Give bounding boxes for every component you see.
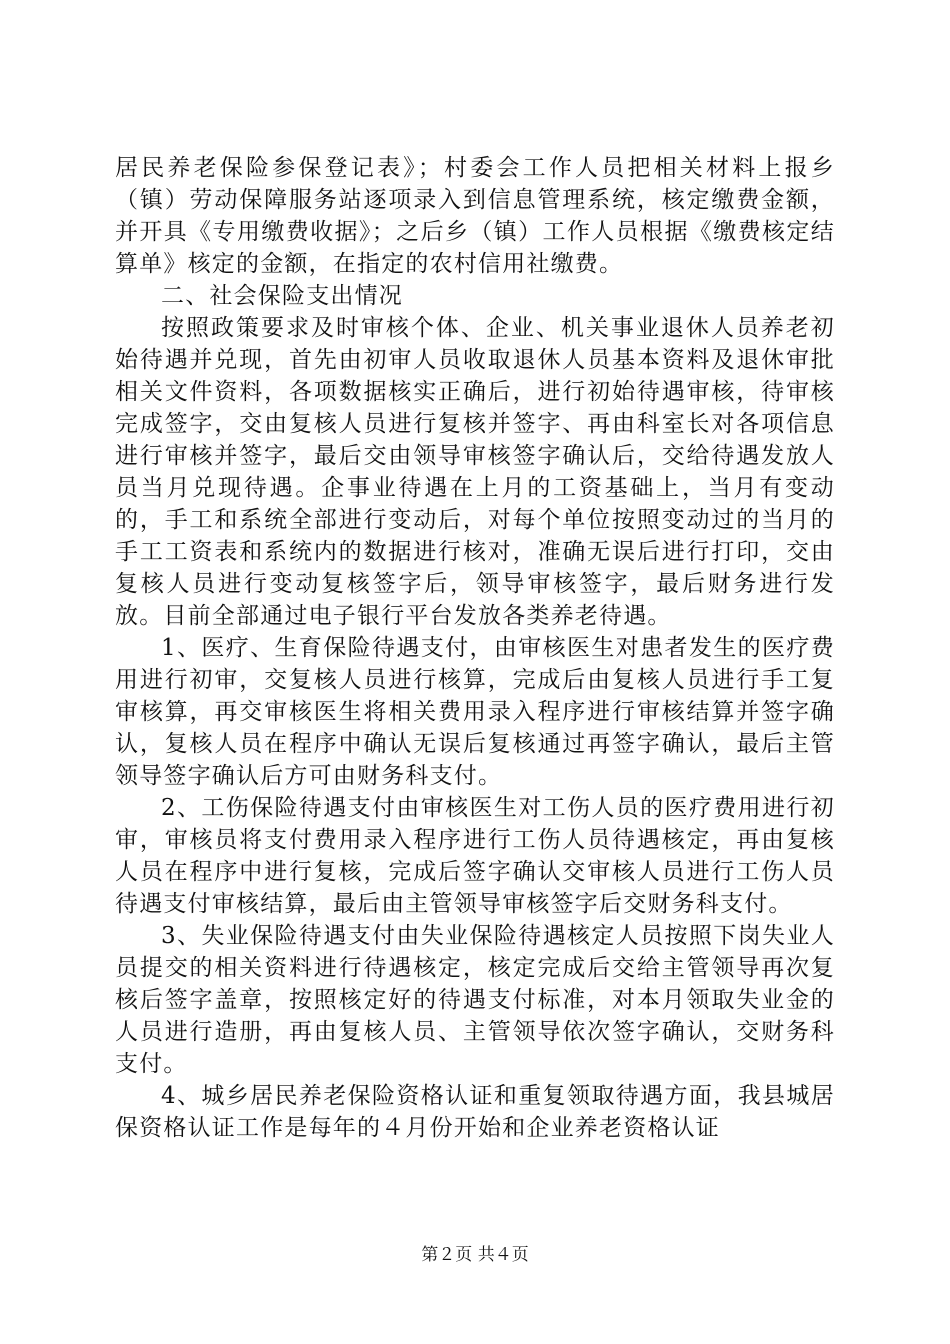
paragraph-work-injury: 2、工伤保险待遇支付由审核医生对工伤人员的医疗费用进行初审，审核员将支付费用录入程序进行工伤人员待遇核定，再由复核人员在程序中进行复核，完成后签字确认交审核人员进行工伤人员待遇支付审核结算，最后由主管领导审核签字后交财务科支付。 (115, 795, 835, 917)
page-footer (0, 1244, 950, 1266)
section-heading: 二、社会保险支出情况 (161, 283, 403, 309)
paragraph-pension-payout: 按照政策要求及时审核个体、企业、机关事业退休人员养老初始待遇并兑现，首先由初审人员收取退休人员基本资料及退休审批相关文件资料，各项数据核实正确后，进行初始待遇审核，待审核完成签字，交由复核人员进行复核并签字、再由科室长对各项信息进行审核并签字，最后交由领导审核签字确认后，交给待遇发放人员当月兑现待遇。企事业待遇在上月的工资基础上，当月有变动的，手工和系统全部进行变动后，对每个单位按照变动过的当月的手工工资表和系统内的数据进行核对，准确无误后进行打印，交由复核人员进行变动复核签字后，领导审核签字，最后财务进行发放。目前全部通过电子银行平台发放各类养老待遇。 (115, 315, 835, 629)
page-total: 共４页 (477, 1245, 529, 1265)
document-body (115, 152, 835, 1144)
paragraph-unemployment: 3、失业保险待遇支付由失业保险待遇核定人员按照下岗失业人员提交的相关资料进行待遇核定，核定完成后交给主管领导再次复核后签字盖章，按照核定好的待遇支付标准，对本月领取失业金的人员进行造册，再由复核人员、主管领导依次签字确认，交财务科支付。 (115, 923, 835, 1077)
paragraph-medical-maternity: 1、医疗、生育保险待遇支付，由审核医生对患者发生的医疗费用进行初审，交复核人员进行核算，完成后由复核人员进行手工复审核算，再交审核医生将相关费用录入程序进行审核结算并签字确认，复核人员在程序中确认无误后复核通过再签字确认，最后主管领导签字确认后方可由财务科支付。 (115, 635, 835, 789)
paragraph-continued: 居民养老保险参保登记表》；村委会工作人员把相关材料上报乡（镇）劳动保障服务站逐项录入到信息管理系统，核定缴费金额，并开具《专用缴费收据》；之后乡（镇）工作人员根据《缴费核定结算单》核定的金额，在指定的农村信用社缴费。 (115, 155, 835, 277)
page-number: 第２页 (421, 1245, 473, 1265)
paragraph-residents-pension: 4、城乡居民养老保险资格认证和重复领取待遇方面，我县城居保资格认证工作是每年的４月份开始和企业养老资格认证 (115, 1083, 835, 1141)
